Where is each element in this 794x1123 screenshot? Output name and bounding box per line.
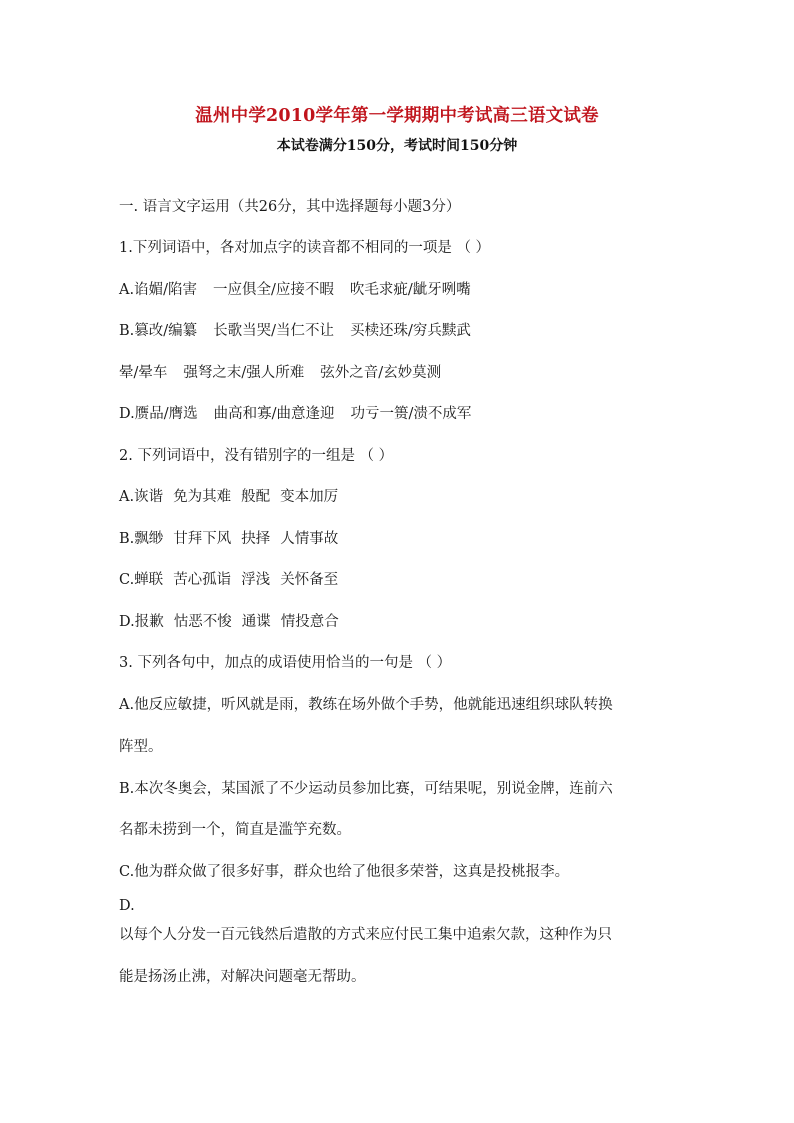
option-text: 抉择 [241,531,271,547]
question-3-option-b-line-1: B.本次冬奥会，某国派了不少运动员参加比赛，可结果呢，别说金牌，连前六 [119,781,613,797]
question-2-option-c [119,570,338,590]
question-2-option-b [119,529,338,549]
question-3-option-b-line-2: 名都未捞到一个，简直是滥竽充数。 [119,822,351,838]
option-text: D.报歉 [119,614,164,630]
option-text: 甘拜下风 [173,531,232,547]
option-text: 长歌当哭/当仁不让 [213,323,335,339]
question-1-option-a [119,280,471,300]
option-text: 般配 [241,489,271,505]
option-text: B.篡改/编纂 [119,323,198,339]
question-2-stem: 2. 下列词语中，没有错别字的一组是 （ ） [119,448,394,464]
question-3-option-a-line-1: A.他反应敏捷，听风就是雨，教练在场外做个手势，他就能迅速组织球队转换 [119,697,613,713]
option-text: 晕/晕车 [119,365,168,381]
question-3-stem: 3. 下列各句中，加点的成语使用恰当的一句是 （ ） [119,655,452,671]
option-text: C.蝉联 [119,572,164,588]
section-heading: 一. 语言文字运用（共26分，其中选择题每小题3分） [119,199,461,215]
option-text: 变本加厉 [280,489,339,505]
option-text: 买椟还珠/穷兵黩武 [350,323,471,339]
option-text: 情投意合 [280,614,339,630]
question-3-option-d-label: D. [119,898,135,914]
question-2-option-d [119,612,339,632]
question-1-option-d [119,404,471,424]
option-text: 苦心孤诣 [173,572,232,588]
option-text: 强弩之末/强人所难 [183,365,305,381]
option-text: A.谄媚/陷害 [119,282,197,298]
option-text: 人情事故 [280,531,339,547]
question-1-stem: 1.下列词语中，各对加点字的读音都不相同的一项是 （ ） [119,240,491,256]
option-text: 弦外之音/玄妙莫测 [320,365,442,381]
option-text: 一应俱全/应接不暇 [212,282,334,298]
exam-title: 温州中学2010学年第一学期期中考试高三语文试卷 [195,106,599,126]
question-1-option-c [119,363,441,383]
option-text: 关怀备至 [280,572,339,588]
option-text: 功亏一篑/溃不成军 [350,406,472,422]
question-2-option-a [119,487,338,507]
question-1-option-b [119,321,471,341]
question-3-option-d-line-2: 能是扬汤止沸，对解决问题毫无帮助。 [119,969,366,985]
option-text: A.诙谐 [119,489,164,505]
question-3-option-d-line-1: 以每个人分发一百元钱然后遣散的方式来应付民工集中追索欠款，这种作为只 [119,927,612,943]
question-3-option-c: C.他为群众做了很多好事，群众也给了他很多荣誉，这真是投桃报李。 [119,864,570,880]
option-text: D.赝品/膺选 [119,406,198,422]
exam-subtitle: 本试卷满分150分，考试时间150分钟 [276,138,518,154]
option-text: 浮浅 [241,572,271,588]
option-text: 吹毛求疵/龇牙咧嘴 [349,282,471,298]
option-text: B.飘缈 [119,531,164,547]
question-3-option-a-line-2: 阵型。 [119,739,163,755]
option-text: 曲高和寡/曲意逢迎 [213,406,335,422]
option-text: 通谍 [241,614,271,630]
option-text: 免为其难 [173,489,232,505]
option-text: 怙恶不悛 [173,614,232,630]
